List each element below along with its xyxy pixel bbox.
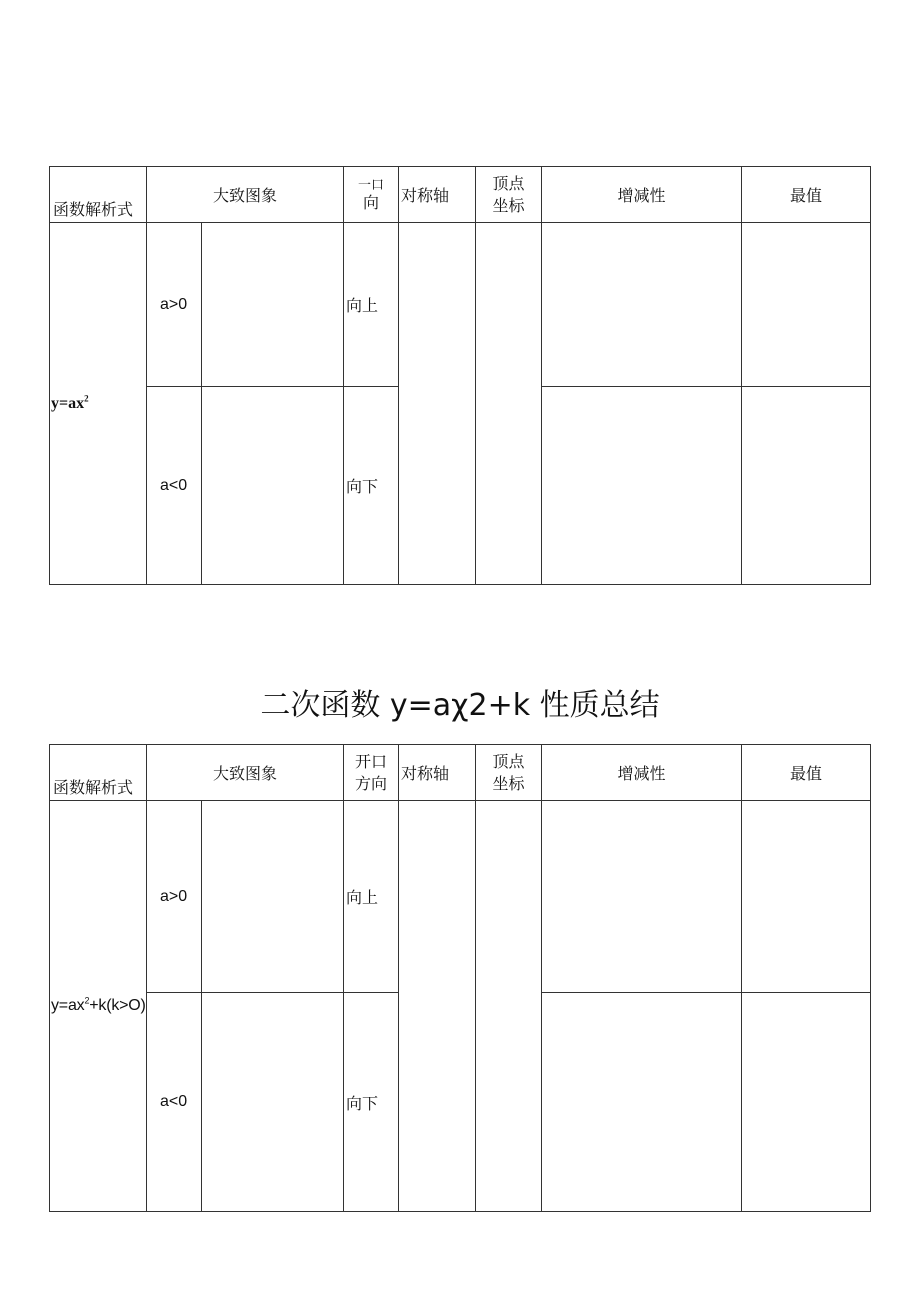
- monotonic-cell: [542, 387, 742, 585]
- monotonic-cell: [542, 993, 742, 1212]
- function-expression: [50, 801, 147, 1212]
- formula-exponent: 2: [84, 995, 90, 1006]
- header-graph: 大致图象: [147, 167, 344, 223]
- table-row: [50, 223, 871, 387]
- properties-table-1: [49, 166, 871, 585]
- graph-cell: [202, 387, 344, 585]
- condition-cell: a>0: [147, 223, 202, 387]
- monotonic-cell: [542, 801, 742, 993]
- header-row: [50, 167, 871, 223]
- monotonic-cell: [542, 223, 742, 387]
- table-row: [50, 801, 871, 993]
- header-vertex-line2: 坐标: [492, 195, 525, 215]
- extreme-cell: [742, 801, 871, 993]
- direction-cell: 向下: [344, 387, 399, 585]
- header-vertex: [476, 745, 542, 801]
- formula-base: y=ax: [51, 997, 85, 1014]
- header-extreme: 最值: [742, 745, 871, 801]
- extreme-cell: [742, 223, 871, 387]
- header-opening-line1: 一口: [358, 177, 385, 193]
- formula-exponent: 2: [84, 393, 89, 404]
- section-title: 二次函数 y=aχ2+k 性质总结: [260, 688, 660, 723]
- graph-cell: [202, 223, 344, 387]
- header-axis: 对称轴: [399, 167, 476, 223]
- header-opening-direction: [344, 745, 399, 801]
- extreme-cell: [742, 387, 871, 585]
- formula-tail: +k(k>O): [89, 997, 146, 1014]
- function-expression: [50, 223, 147, 585]
- formula-base: y=ax: [51, 394, 85, 412]
- extreme-cell: [742, 993, 871, 1212]
- condition-cell: a<0: [147, 993, 202, 1212]
- direction-cell: 向上: [344, 223, 399, 387]
- header-expression: 函数解析式: [50, 745, 147, 801]
- vertex-cell: [476, 223, 542, 585]
- header-opening-line2: 向: [363, 192, 380, 212]
- header-vertex-line1: 顶点: [492, 173, 525, 193]
- graph-cell: [202, 801, 344, 993]
- header-graph: 大致图象: [147, 745, 344, 801]
- direction-cell: 向上: [344, 801, 399, 993]
- condition-cell: a>0: [147, 801, 202, 993]
- condition-cell: a<0: [147, 387, 202, 585]
- header-opening-line2: 方向: [355, 773, 388, 793]
- header-opening-line1: 开口: [355, 751, 388, 771]
- axis-cell: [399, 801, 476, 1212]
- header-vertex-line1: 顶点: [492, 751, 525, 771]
- header-expression: 函数解析式: [50, 167, 147, 223]
- header-axis: 对称轴: [399, 745, 476, 801]
- direction-cell: 向下: [344, 993, 399, 1212]
- header-extreme: 最值: [742, 167, 871, 223]
- axis-cell: [399, 223, 476, 585]
- header-opening-direction: [344, 167, 399, 223]
- vertex-cell: [476, 801, 542, 1212]
- header-vertex-line2: 坐标: [492, 773, 525, 793]
- header-row: [50, 745, 871, 801]
- header-monotonic: 增减性: [542, 167, 742, 223]
- properties-table-2: [49, 744, 871, 1212]
- graph-cell: [202, 993, 344, 1212]
- header-monotonic: 增减性: [542, 745, 742, 801]
- header-vertex: [476, 167, 542, 223]
